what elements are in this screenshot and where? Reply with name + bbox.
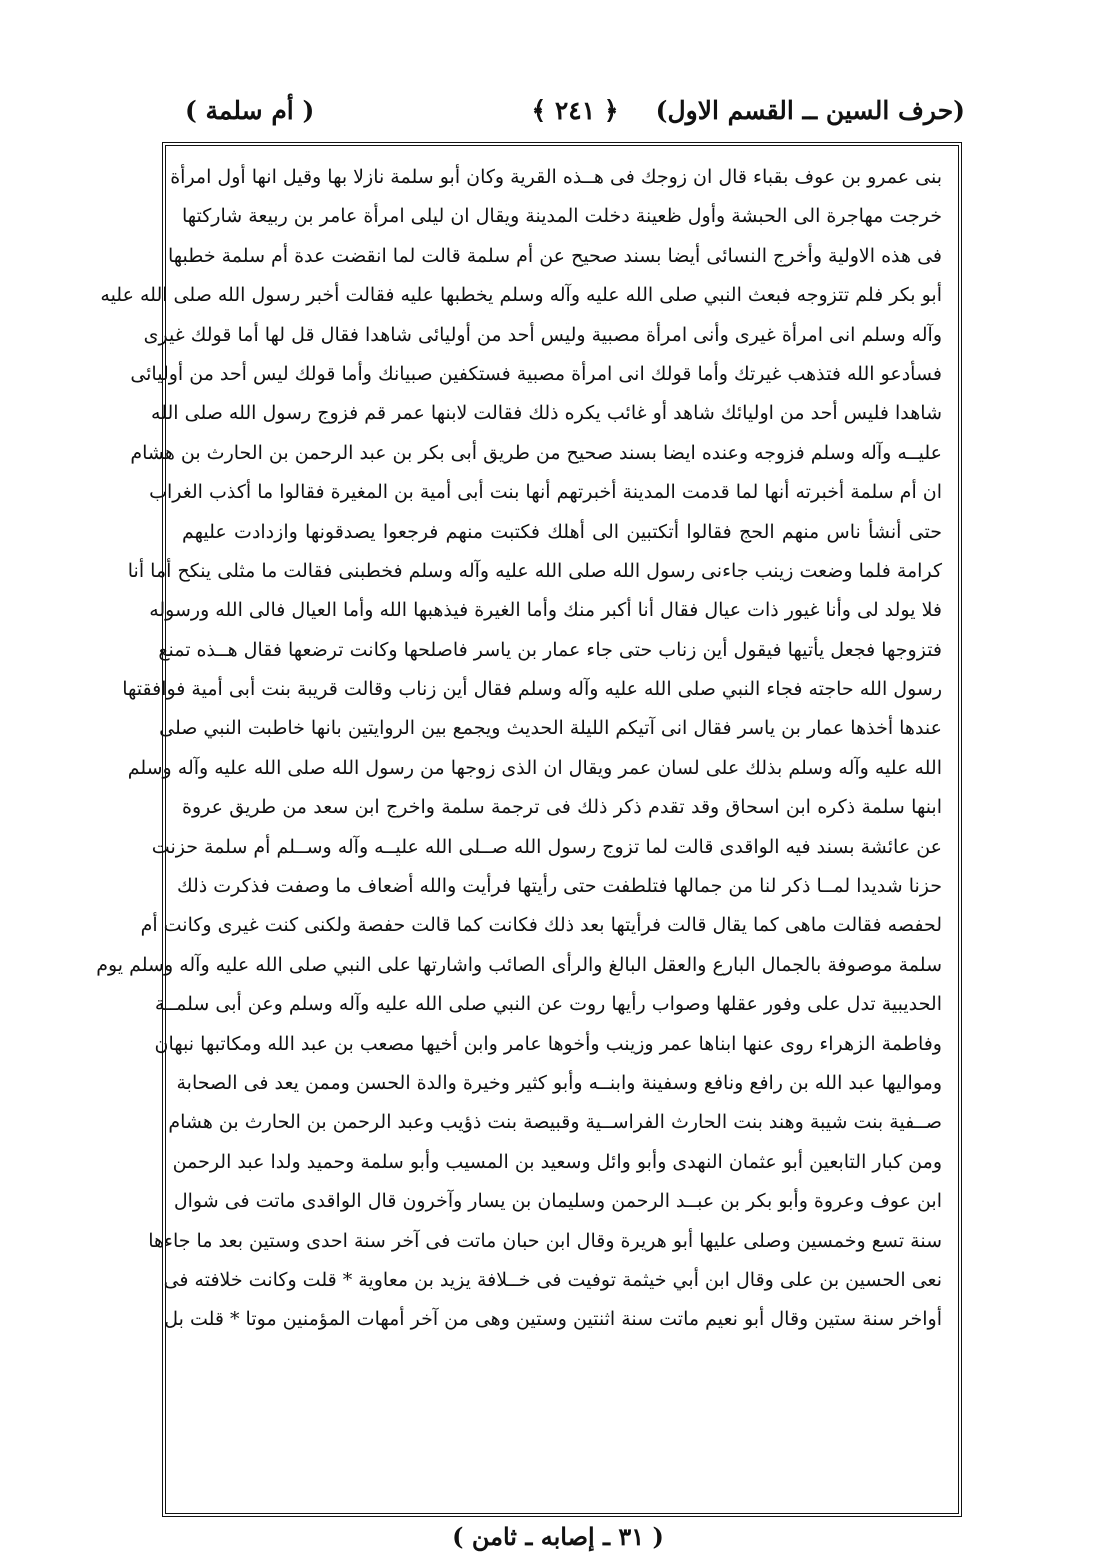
text-line: حتى أنشأ ناس منهم الحج فقالوا أتكتبين الى أهلك فكتبت منهم فرجعوا يصدقونها وازدادت عليهم: [182, 520, 942, 543]
text-line: رسول الله حاجته فجاء النبي صلى الله عليه وآله وسلم فقال أين زناب وقالت قريبة بنت أبى أمية فوافقتها: [122, 678, 942, 701]
text-line: أواخر سنة ستين وقال أبو نعيم ماتت سنة اثنتين وستين وهى من آخر أمهات المؤمنين موتا * قلت بل: [164, 1308, 942, 1331]
text-line: الحديبية تدل على وفور عقلها وصواب رأيها روت عن النبي صلى الله عليه وآله وسلم وعن أبى سلمــة: [154, 993, 942, 1016]
text-line: شاهدا فليس أحد من اوليائك شاهد أو غائب يكره ذلك فقالت لابنها عمر قم فزوج رسول الله صلى الله: [151, 402, 942, 425]
text-line: بنى عمرو بن عوف بقباء قال ان زوجك فى هــذه القرية وكان أبو سلمة نازلا بها وقيل انها أول امرأة: [170, 166, 942, 188]
text-line: خرجت مهاجرة الى الحبشة وأول ظعينة دخلت المدينة ويقال ان ليلى امرأة عامر بن ربيعة شاركتها: [181, 205, 942, 228]
text-line: ابن عوف وعروة وأبو بكر بن عبــد الرحمن وسليمان بن يسار وآخرون قال الواقدى ماتت فى شوال: [173, 1190, 942, 1213]
running-title: (حرف السين ــ القسم الاول): [655, 96, 965, 125]
page-number: ﴿ ٢٤١ ﴾: [531, 96, 619, 125]
text-line: عليــه وآله وسلم فزوجه وعنده ايضا بسند صحيح من طريق أبى بكر بن عبد الرحمن بن الحارث بن هشام: [130, 441, 942, 464]
text-line: فلا يولد لى وأنا غيور ذات عيال فقال أنا أكبر منك وأما الغيرة فيذهبها الله وأما العيال فالى الله ورسوله: [149, 599, 942, 622]
text-line: ومن كبار التابعين أبو عثمان النهدى وأبو وائل وسعيد بن المسيب وأبو سلمة وحميد ولدا عبد الرحمن: [172, 1150, 942, 1173]
text-line: وفاطمة الزهراء روى عنها ابناها عمر وزينب وأخوها عامر وابن أخيها مصعب بن عبد الله ومكاتبها نبهان: [154, 1032, 942, 1055]
text-line: وآله وسلم انى امرأة غيرى وأنى امرأة مصبية وليس أحد من أوليائى شاهدا فقال قل لها أما قولك غيرى: [143, 323, 942, 346]
text-line: سلمة موصوفة بالجمال البارع والعقل البالغ والرأى الصائب واشارتها على النبي صلى الله عليه وآله وسلم يوم: [96, 953, 942, 976]
text-line: فى هذه الاولية وأخرج النسائى أيضا بسند صحيح عن أم سلمة قالت لما انقضت عدة أم سلمة خطبها: [167, 244, 942, 267]
text-line: ومواليها عبد الله بن رافع ونافع وسفينة وابنــه وأبو كثير وخيرة والدة الحسن وممن يعد فى الصحابة: [176, 1071, 942, 1094]
text-line: فسأدعو الله فتذهب غيرتك وأما قولك انى امرأة مصبية فستكفين صبيانك وأما قولك ليس أحد من أوليائى: [130, 362, 942, 385]
text-line: صــفية بنت شيبة وهند بنت الحارث الفراســية وقبيصة بنت ذؤيب وعبد الرحمن بن الحارث بن هشام: [168, 1111, 942, 1134]
entry-name: ( أم سلمة ): [185, 96, 315, 125]
text-frame: [96, 142, 962, 1517]
text-line: لحفصه فقالت ماهى كما يقال قالت فرأيتها بعد ذلك فكانت كما قالت حفصة ولكنى كنت غيرى وكانت أم: [140, 914, 942, 937]
text-line: حزنا شديدا لمــا ذكر لنا من جمالها فتلطفت حتى رأيتها فرأيت والله أضعاف ما وصفت فذكرت ذلك: [176, 875, 942, 898]
text-line: عندها أخذها عمار بن ياسر فقال انى آتيكم الليلة الحديث ويجمع بين الروايتين بانها خاطبت النبي صلى: [159, 717, 942, 740]
page-header: [185, 92, 965, 136]
text-line: ان أم سلمة أخبرته أنها لما قدمت المدينة أخبرتهم أنها بنت أبى أمية بن المغيرة فقالوا ما أكذب الغراب: [149, 481, 942, 504]
text-line: ابنها سلمة ذكره ابن اسحاق وقد تقدم ذكر ذلك فى ترجمة سلمة واخرج ابن سعد من طريق عروة: [182, 796, 942, 819]
text-line: الله عليه وآله وسلم بذلك على لسان عمر ويقال ان الذى زوجها من رسول الله صلى الله عليه وآله وسلم: [127, 756, 942, 779]
text-line: فتزوجها فجعل يأتيها فيقول أين زناب حتى جاء عمار بن ياسر فاصلحها وكانت ترضعها فقال هــذه تمنع: [158, 638, 942, 661]
text-line: نعى الحسين بن على وقال ابن أبي خيثمة توفيت فى خــلافة يزيد بن معاوية * قلت وكانت خلافته فى: [163, 1268, 942, 1291]
text-line: كرامة فلما وضعت زينب جاءنى رسول الله صلى الله عليه وآله وسلم فخطبنى فقالت ما مثلى ينكح أما أنا: [127, 559, 942, 582]
text-line: سنة تسع وخمسين وصلى عليها أبو هريرة وقال ابن حبان ماتت فى آخر سنة احدى وستين بعد ما جاءها: [148, 1229, 942, 1252]
printer-signature: ( ٣١ ـ إصابه ـ ثامن ): [452, 1522, 664, 1551]
text-line: أبو بكر فلم تتزوجه فبعث النبي صلى الله عليه وآله وسلم يخطبها عليه فقالت أخبر رسول الله صلى الله عليه: [100, 284, 942, 307]
text-line: عن عائشة بسند فيه الواقدى قالت لما تزوج رسول الله صــلى الله عليــه وآله وســلم أم سلمة حزنت: [151, 835, 942, 858]
